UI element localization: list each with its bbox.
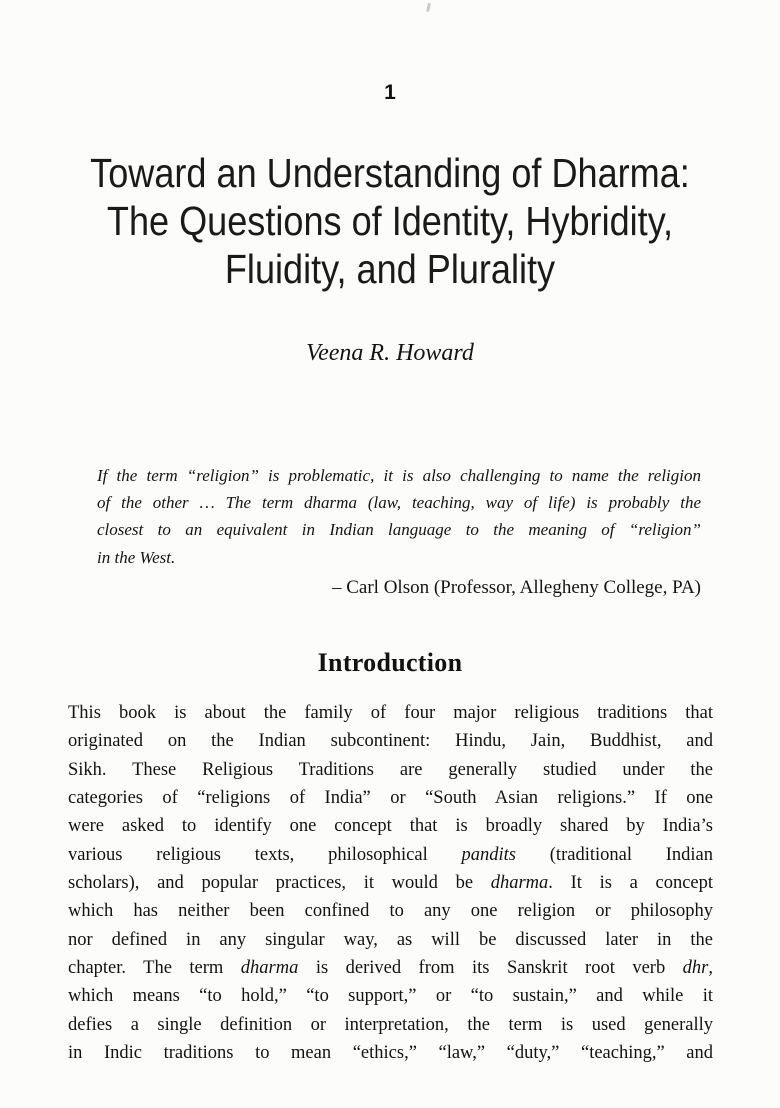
chapter-title	[0, 149, 780, 293]
body-line	[68, 926, 713, 954]
body-line	[68, 954, 713, 982]
text-segment: scholars), and popular practices, it would be	[68, 873, 491, 894]
text-segment: nor defined in any singular way, as will be discussed later in the	[68, 929, 713, 950]
body-line	[68, 897, 713, 925]
text-segment: originated on the Indian subcontinent: Hindu, Jain, Buddhist, and	[68, 731, 713, 752]
epigraph-line: closest to an equivalent in Indian language to the meaning of “religion”	[97, 520, 701, 540]
emphasized-term: dharma	[490, 873, 549, 894]
text-segment: defies a single definition or interpretation, the term is used generally	[68, 1014, 713, 1035]
body-line	[68, 784, 713, 812]
emphasized-term: pandits	[461, 844, 516, 865]
chapter-title-line: Fluidity, and Plurality	[224, 246, 556, 292]
chapter-title-line: Toward an Understanding of Dharma:	[90, 150, 690, 196]
body-line	[68, 869, 713, 897]
emphasized-term: dharma	[240, 958, 299, 979]
epigraph-line: in the West.	[97, 547, 176, 567]
text-segment: . It is a concept	[548, 873, 714, 894]
epigraph-quote	[97, 462, 701, 571]
section-heading: Introduction	[317, 648, 463, 677]
body-line	[68, 756, 713, 784]
text-segment: (traditional Indian	[516, 844, 713, 865]
chapter-title-line: The Questions of Identity, Hybridity,	[106, 198, 674, 244]
body-line	[68, 1011, 713, 1039]
body-line	[68, 1039, 713, 1067]
body-paragraph	[68, 699, 713, 1067]
body-line	[68, 727, 713, 755]
text-segment: ,	[708, 958, 713, 979]
text-segment: Sikh. These Religious Traditions are generally studied under the	[68, 759, 713, 780]
epigraph-line: of the other … The term dharma (law, teaching, way of life) is probably the	[97, 493, 701, 513]
scan-artifact	[426, 3, 431, 12]
text-segment: categories of “religions of India” or “South Asian religions.” If one	[68, 788, 713, 809]
chapter-number: 1	[384, 81, 396, 104]
body-line	[68, 812, 713, 840]
text-segment: which has neither been confined to any one religion or philosophy	[68, 901, 713, 922]
text-segment: which means “to hold,” “to support,” or “to sustain,” and while it	[68, 986, 713, 1007]
text-segment: is derived from its Sanskrit root verb	[298, 958, 683, 979]
epigraph-line: If the term “religion” is problematic, it is also challenging to name the religion	[97, 466, 701, 485]
epigraph-attribution: – Carl Olson (Professor, Allegheny College, PA)	[331, 577, 701, 598]
text-segment: were asked to identify one concept that is broadly shared by India’s	[68, 816, 713, 837]
author-name: Veena R. Howard	[306, 340, 474, 366]
body-line	[68, 841, 713, 869]
text-segment: in Indic traditions to mean “ethics,” “law,” “duty,” “teaching,” and	[68, 1043, 713, 1064]
text-segment: chapter. The term	[68, 958, 241, 979]
body-line	[68, 982, 713, 1010]
body-line	[68, 699, 713, 727]
emphasized-term: dhr	[682, 958, 709, 979]
text-segment: various religious texts, philosophical	[68, 844, 462, 865]
text-segment: This book is about the family of four major religious traditions that	[68, 703, 713, 723]
